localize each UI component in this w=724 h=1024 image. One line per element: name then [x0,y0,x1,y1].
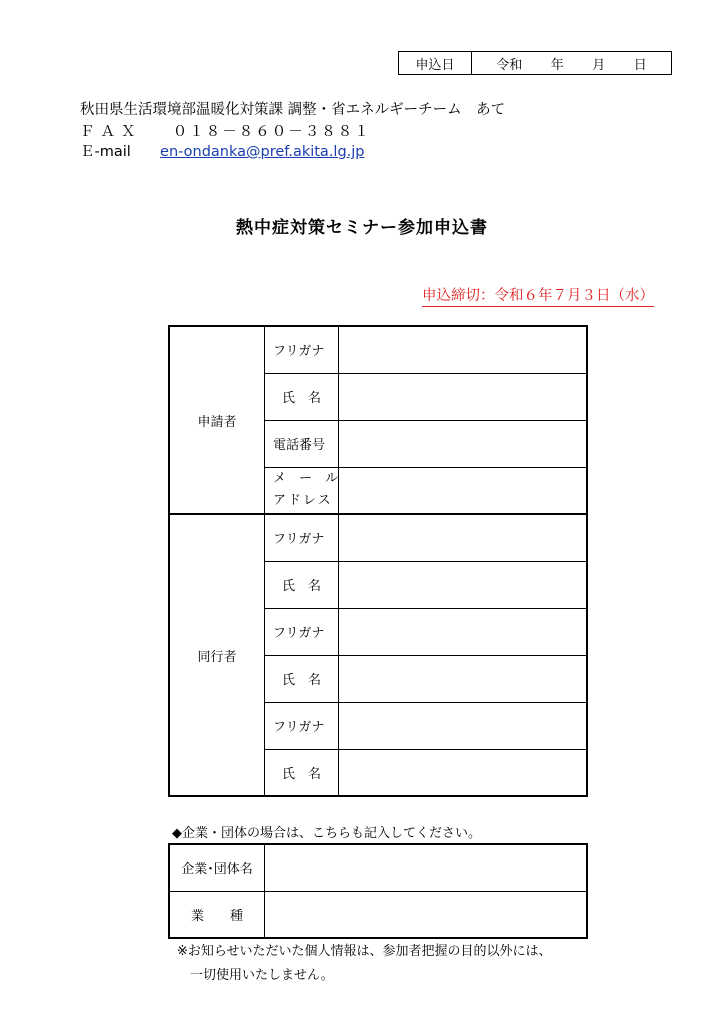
org-name-field[interactable] [265,844,588,891]
companion3-name-field[interactable] [339,749,588,796]
email-label-line1: メ ー ル [273,471,339,487]
applicant-furigana-field[interactable] [339,326,588,373]
table-row [169,326,587,373]
companion2-furigana-label: フリガナ [265,608,339,655]
applicant-phone-field[interactable] [339,420,588,467]
day-label: 日 [633,57,647,73]
fax-label: ＦＡＸ [80,124,142,140]
applicant-phone-label: 電話番号 [265,420,339,467]
table-row [169,514,587,561]
companion3-furigana-label: フリガナ [265,702,339,749]
applicant-email-label [265,467,339,514]
companion1-furigana-label: フリガナ [265,514,339,561]
year-label: 年 [550,57,564,73]
org-type-field[interactable] [265,891,588,938]
org-name-label: 企業･団体名 [169,844,265,891]
companion3-furigana-field[interactable] [339,702,588,749]
application-date-box [398,51,672,75]
companion1-furigana-field[interactable] [339,514,588,561]
month-label: 月 [592,57,606,73]
page-title: 熱中症対策セミナー参加申込書 [236,218,488,238]
companion-group-label: 同行者 [169,514,265,796]
fax-line [80,120,371,141]
email-link[interactable]: en-ondanka@pref.akita.lg.jp [160,144,365,160]
companion2-name-field[interactable] [339,655,588,702]
era-label: 令和 [496,57,523,73]
table-row [169,891,587,938]
companion2-name-label: 氏 名 [265,655,339,702]
deadline-text: 申込締切：令和６年７月３日（水） [422,284,654,307]
privacy-note-line2: 一切使用いたしません。 [190,968,334,983]
companion2-furigana-field[interactable] [339,608,588,655]
applicant-furigana-label: フリガナ [265,326,339,373]
applicant-group-label: 申請者 [169,326,265,514]
privacy-note [177,940,552,988]
applicant-name-field[interactable] [339,373,588,420]
applicant-email-field[interactable] [339,467,588,514]
fax-number: ０１８－８６０－３８８１ [172,124,371,140]
org-note: ◆企業・団体の場合は、こちらも記入してください。 [172,826,481,841]
companion1-name-field[interactable] [339,561,588,608]
email-label-line2: アドレス [273,493,333,509]
companion1-name-label: 氏 名 [265,561,339,608]
email-line [80,140,365,161]
table-row [169,844,587,891]
application-form-table [168,325,588,797]
companion3-name-label: 氏 名 [265,749,339,796]
applicant-name-label: 氏 名 [265,373,339,420]
privacy-note-line1: ※お知らせいただいた個人情報は、参加者把握の目的以外には、 [177,944,552,959]
application-date-value[interactable] [472,52,671,74]
recipient-line: 秋田県生活環境部温暖化対策課 調整・省エネルギーチーム あて [80,102,506,118]
email-label: Ｅ-mail [80,144,131,160]
organization-table [168,843,588,939]
application-date-label: 申込日 [399,52,472,74]
org-type-label: 業 種 [169,891,265,938]
